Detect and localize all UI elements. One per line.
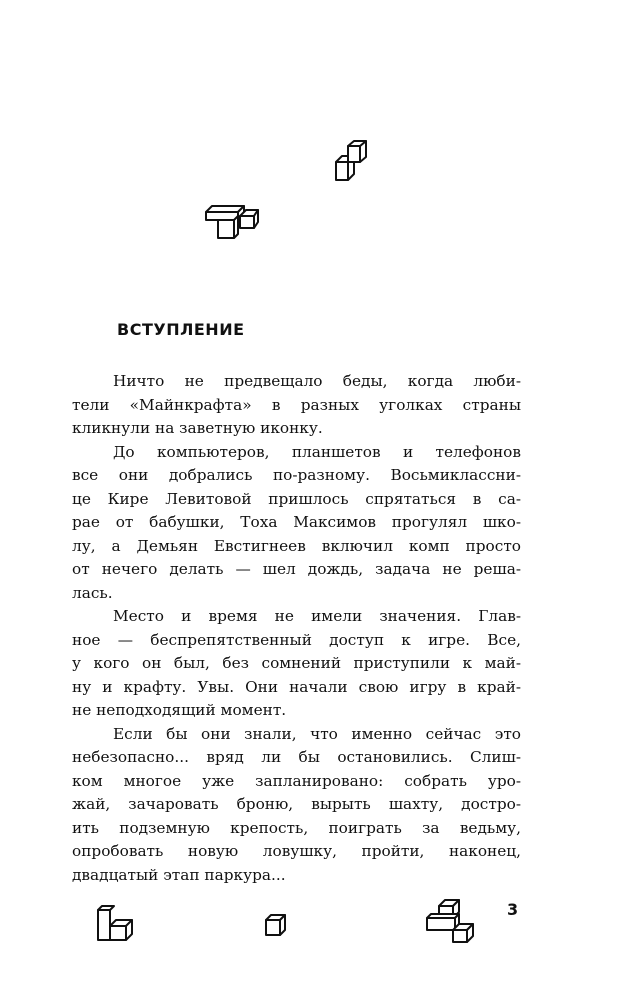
chapter-heading: ВСТУПЛЕНИЕ <box>117 320 245 339</box>
text-line: До компьютеров, планшетов и телефонов <box>113 442 521 461</box>
block-stairs-icon <box>334 140 374 184</box>
block-l-shape-icon <box>96 904 136 944</box>
text-line: лу, а Демьян Евстигнеев включил комп просто <box>72 536 521 555</box>
block-cluster-icon <box>202 200 260 242</box>
text-line: ком многое уже запланировано: собрать уро- <box>72 771 521 790</box>
text-line: рае от бабушки, Тоха Максимов прогулял шко- <box>72 513 521 531</box>
text-line: от нечего делать — шел дождь, задача не реша- <box>72 560 521 578</box>
text-line: ить подземную крепость, поиграть за ведьму, <box>72 818 521 837</box>
single-cube-icon <box>264 913 288 937</box>
block-stack-icon <box>425 898 475 944</box>
text-line: ное — беспрепятственный доступ к игре. Все, <box>72 630 521 649</box>
text-line: двадцатый этап паркура... <box>72 865 286 884</box>
text-line: все они добрались по-разному. Восьмиклассни- <box>72 466 521 484</box>
text-line: опробовать новую ловушку, пройти, наконец, <box>72 842 521 860</box>
text-line: лась. <box>72 583 113 602</box>
text-line: небезопасно... вряд ли бы остановились. Слиш- <box>72 748 521 766</box>
text-line: це Кире Левитовой пришлось спрятаться в са- <box>72 489 521 508</box>
text-line: Если бы они знали, что именно сейчас это <box>113 724 521 743</box>
text-line: Ничто не предвещало беды, когда люби- <box>113 372 521 390</box>
text-line: жай, зачаровать броню, вырыть шахту, достро- <box>72 795 521 813</box>
text-line: тели «Майнкрафта» в разных уголках страны <box>72 395 521 414</box>
text-line: кликнули на заветную иконку. <box>72 419 323 437</box>
page-number: 3 <box>507 900 519 919</box>
text-line: ну и крафту. Увы. Они начали свою игру в край- <box>72 677 521 696</box>
body-text <box>72 370 521 887</box>
text-line: не неподходящий момент. <box>72 701 287 719</box>
text-line: Место и время не имели значения. Глав- <box>113 607 521 625</box>
text-line: у кого он был, без сомнений приступили к май- <box>72 654 521 672</box>
